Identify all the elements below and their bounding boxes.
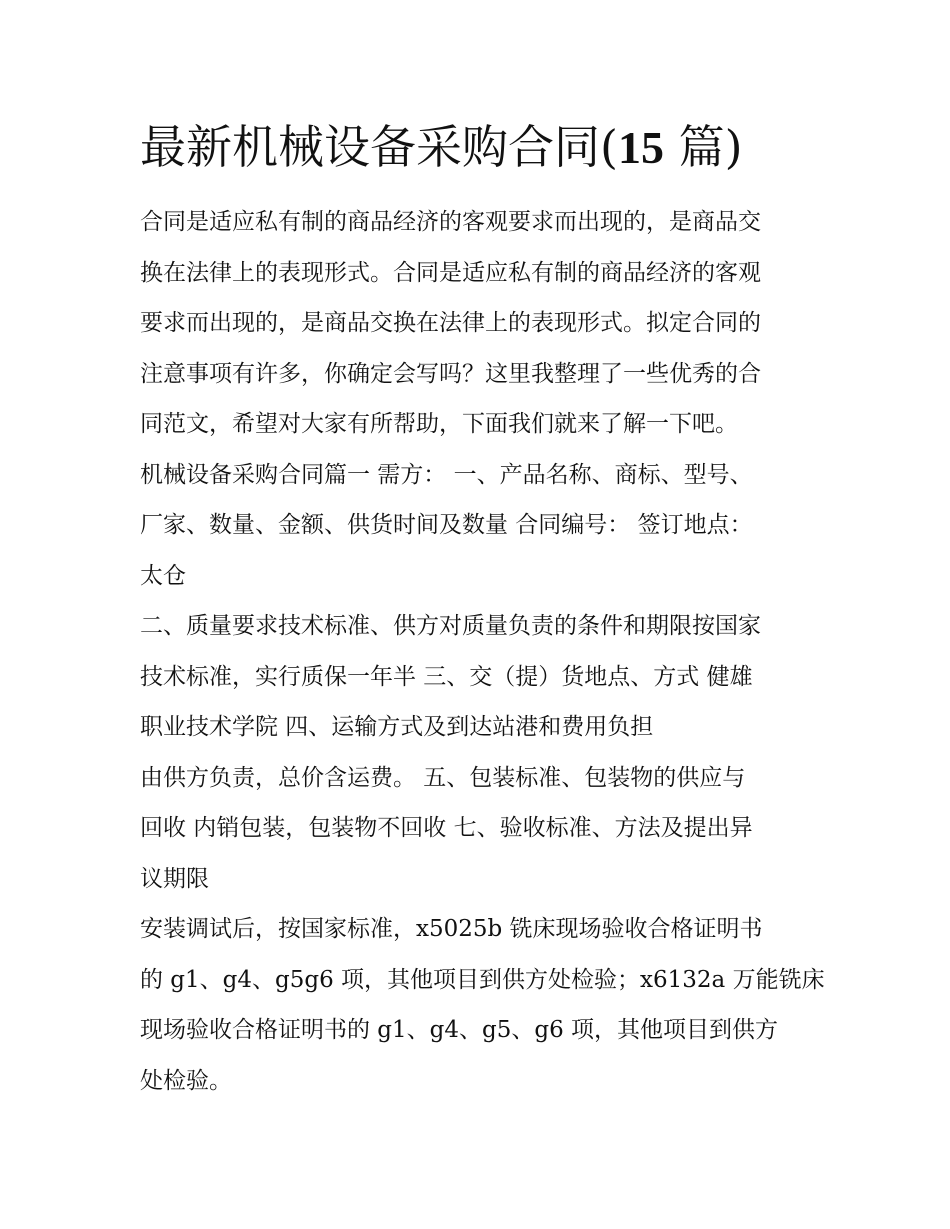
body-line: 议期限 xyxy=(140,865,209,892)
body-line: 要求而出现的，是商品交换在法律上的表现形式。拟定合同的 xyxy=(140,310,761,336)
body-line: 太仓 xyxy=(140,562,186,589)
body-line: 回收 内销包装，包装物不回收 七、验收标准、方法及提出异 xyxy=(140,815,753,841)
body-line: 二、质量要求技术标准、供方对质量负责的条件和期限按国家 xyxy=(140,613,761,639)
body-line: 换在法律上的表现形式。合同是适应私有制的商品经济的客观 xyxy=(140,259,761,286)
body-line: 的 g1、g4、g5g6 项，其他项目到供方处检验；x6132a 万能铣床 xyxy=(140,966,825,993)
title-main: 最新机械设备采购合同( xyxy=(140,120,618,174)
body-line: 注意事项有许多，你确定会写吗？这里我整理了一些优秀的合 xyxy=(140,360,761,387)
body-line: 同范文，希望对大家有所帮助，下面我们就来了解一下吧。 xyxy=(140,411,738,437)
body-line: 现场验收合格证明书的 g1、g4、g5、g6 项，其他项目到供方 xyxy=(140,1017,779,1043)
title-number: 15 xyxy=(617,122,664,173)
title-tail: 篇) xyxy=(663,120,743,174)
body-line: 厂家、数量、金额、供货时间及数量 合同编号： 签订地点： xyxy=(140,512,753,538)
body-line: 处检验。 xyxy=(140,1067,232,1094)
body-line: 技术标准，实行质保一年半 三、交（提）货地点、方式 健雄 xyxy=(140,663,753,690)
document-title xyxy=(140,112,743,183)
body-line: 合同是适应私有制的商品经济的客观要求而出现的，是商品交 xyxy=(140,209,761,235)
document-body xyxy=(140,197,825,1106)
body-line: 机械设备采购合同篇一 需方： 一、产品名称、商标、型号、 xyxy=(140,461,753,488)
body-line: 由供方负责，总价含运费。 五、包装标准、包装物的供应与 xyxy=(140,764,746,791)
body-line: 职业技术学院 四、运输方式及到达站港和费用负担 xyxy=(140,714,654,740)
body-line: 安装调试后，按国家标准，x5025b 铣床现场验收合格证明书 xyxy=(140,916,763,942)
